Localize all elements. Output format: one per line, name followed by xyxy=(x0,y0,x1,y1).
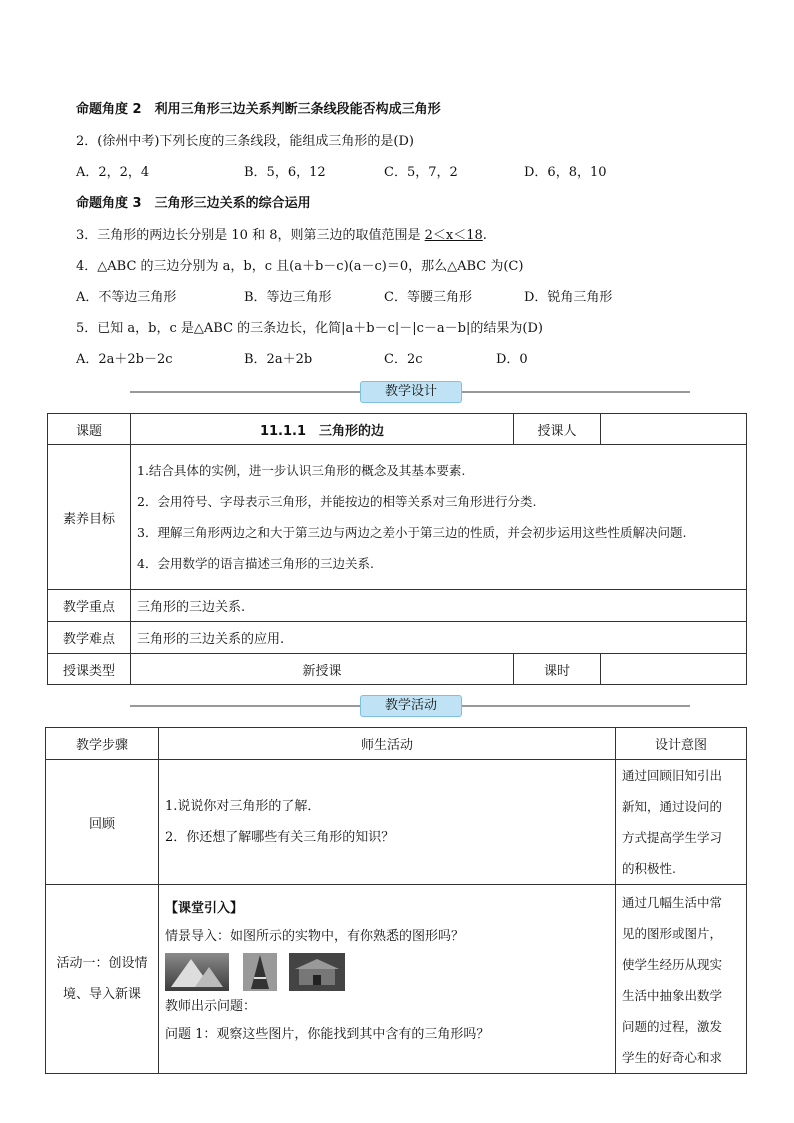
intent-line: 使学生经历从现实 xyxy=(622,957,723,972)
key-value: 三角形的三边关系. xyxy=(131,590,747,622)
activity-table xyxy=(45,727,747,1074)
angle2-title: 命题角度 2 利用三角形三边关系判断三条线段能否构成三角形 xyxy=(76,102,441,117)
header-activity: 师生活动 xyxy=(159,728,616,760)
q2-stem: 2．(徐州中考)下列长度的三条线段，能组成三角形的是(D) xyxy=(76,134,414,149)
teacher-value xyxy=(601,414,747,445)
q3-answer: 2＜x＜18 xyxy=(424,228,483,243)
header-step: 教学步骤 xyxy=(46,728,159,760)
section-banner-design xyxy=(130,381,690,403)
hours-value xyxy=(601,654,747,685)
difficulty-label: 教学难点 xyxy=(48,622,131,654)
q2-option-d: D．6，8，10 xyxy=(524,165,607,180)
goal-item: 2．会用符号、字母表示三角形，并能按边的相等关系对三角形进行分类. xyxy=(137,494,537,509)
q5-option-b: B．2a＋2b xyxy=(244,352,313,367)
review-intent xyxy=(616,760,747,885)
photo-row xyxy=(165,951,609,993)
type-label: 授课类型 xyxy=(48,654,131,685)
intent-line: 见的图形或图片， xyxy=(622,926,723,941)
q2-option-c: C．5，7，2 xyxy=(384,165,458,180)
question-1: 问题 1：观察这些图片，你能找到其中含有的三角形吗？ xyxy=(165,1027,490,1042)
q4-stem: 4．△ABC 的三边分别为 a，b，c 且(a＋b－c)(a－c)＝0，那么△ABC 为(C) xyxy=(76,259,524,274)
step-activity-one xyxy=(46,885,159,1074)
goal-item: 3．理解三角形两边之和大于第三边与两边之差小于第三边的性质，并会初步运用这些性质解决问题. xyxy=(137,525,687,540)
review-item: 1.说说你对三角形的了解． xyxy=(165,799,321,814)
q3 xyxy=(76,224,487,243)
banner-label: 教学设计 xyxy=(360,381,462,403)
step-line: 境、导入新课 xyxy=(62,987,141,1002)
intent-line: 问题的过程，激发 xyxy=(622,1019,723,1034)
header-intent: 设计意图 xyxy=(616,728,747,760)
hours-label: 课时 xyxy=(514,654,601,685)
q2-option-a: A．2，2，4 xyxy=(76,165,150,180)
q4-option-b: B．等边三角形 xyxy=(244,290,332,305)
q4-option-d: D．锐角三角形 xyxy=(524,290,613,305)
angle3-title: 命题角度 3 三角形三边关系的综合运用 xyxy=(76,196,311,211)
q3-prefix: 3．三角形的两边长分别是 10 和 8，则第三边的取值范围是 xyxy=(76,228,425,243)
q5-stem: 5．已知 a，b，c 是△ABC 的三条边长，化简|a＋b－c|－|c－a－b|的结果为(D) xyxy=(76,321,543,336)
goal-list xyxy=(131,445,747,590)
intent-line: 生活中抽象出数学 xyxy=(622,988,723,1003)
difficulty-value: 三角形的三边关系的应用. xyxy=(131,622,747,654)
banner-label: 教学活动 xyxy=(360,695,462,717)
intent-line: 通过几幅生活中常 xyxy=(622,895,723,910)
q2-option-b: B．5，6，12 xyxy=(244,165,326,180)
tower-photo xyxy=(243,953,277,991)
goal-item: 4．会用数学的语言描述三角形的三边关系. xyxy=(137,556,374,571)
intent-line: 学生的好奇心和求 xyxy=(622,1050,723,1065)
goal-label: 素养目标 xyxy=(48,445,131,590)
scene-intro: 情景导入：如图所示的实物中，有你熟悉的图形吗？ xyxy=(165,929,465,944)
teacher-label: 授课人 xyxy=(514,414,601,445)
building-photo xyxy=(289,953,345,991)
key-label: 教学重点 xyxy=(48,590,131,622)
activity-one-intent xyxy=(616,885,747,1074)
step-review: 回顾 xyxy=(46,760,159,885)
q5-option-c: C．2c xyxy=(384,352,423,367)
section-banner-activity xyxy=(130,695,690,717)
review-item: 2．你还想了解哪些有关三角形的知识？ xyxy=(165,830,395,845)
course-label: 课题 xyxy=(48,414,131,445)
q3-suffix: . xyxy=(482,228,487,243)
intent-line: 的积极性. xyxy=(622,861,676,876)
q5-option-d: D．0 xyxy=(496,352,528,367)
q4-option-c: C．等腰三角形 xyxy=(384,290,472,305)
review-activity xyxy=(159,760,616,885)
design-table xyxy=(47,413,747,685)
step-line: 活动一：创设情 xyxy=(56,956,148,971)
pyramid-photo xyxy=(165,953,229,991)
teacher-question-intro: 教师出示问题： xyxy=(165,999,257,1014)
type-value: 新授课 xyxy=(131,654,514,685)
class-intro-heading: 【课堂引入】 xyxy=(165,901,244,916)
activity-one-content xyxy=(159,885,616,1074)
q4-option-a: A．不等边三角形 xyxy=(76,290,177,305)
intent-line: 通过回顾旧知引出 xyxy=(622,768,723,783)
q5-option-a: A．2a＋2b－2c xyxy=(76,352,173,367)
intent-line: 方式提高学生学习 xyxy=(622,830,723,845)
course-title: 11.1.1 三角形的边 xyxy=(131,414,514,445)
intent-line: 新知，通过设问的 xyxy=(622,799,723,814)
goal-item: 1.结合具体的实例，进一步认识三角形的概念及其基本要素. xyxy=(137,463,466,478)
